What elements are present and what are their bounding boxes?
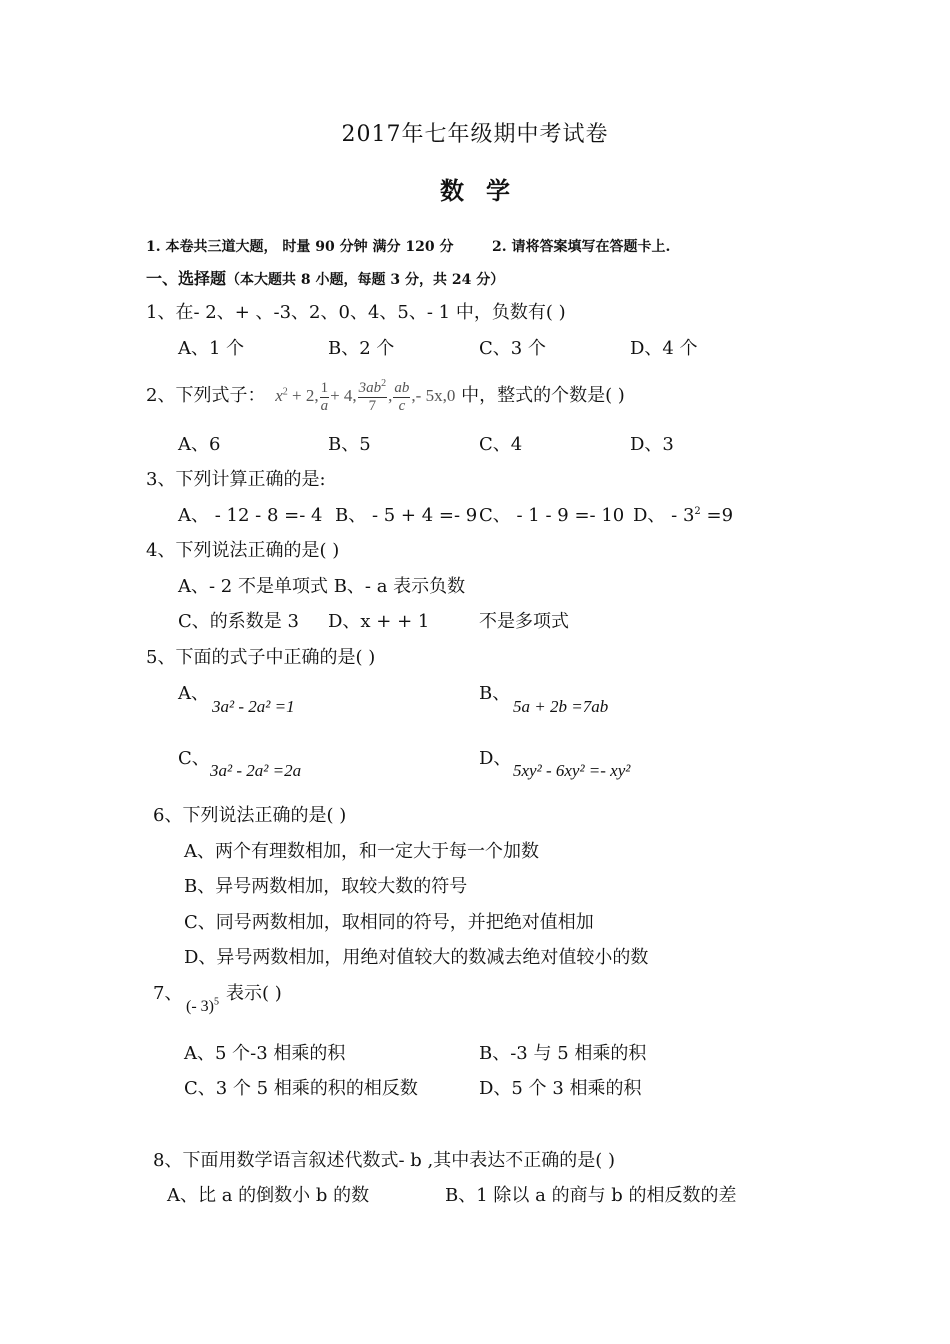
question-7-stem: 表示( ) — [226, 983, 282, 1004]
question-2-expression: $x^2 + 2$, $\frac{1}{a}$ + 4, $\frac{3ab^2}{7}$ , $\frac{ab}{c}$ ,- 5x,0 — [275, 377, 456, 414]
question-1-stem: 1、在- 2、+ 、-3、2、0、4、5、- 1 中，负数有( ) — [146, 302, 566, 323]
instruction-note-1: 1. 本卷共三道大题， 时量 90 分钟 满分 120 分 — [146, 239, 454, 255]
question-5-option-b-label: B、 — [479, 683, 511, 704]
question-7-option-b: B、-3 与 5 相乘的积 — [479, 1043, 647, 1064]
question-7-option-a: A、5 个-3 相乘的积 — [184, 1043, 346, 1064]
question-7-option-c: C、3 个 5 相乘的积的相反数 — [184, 1078, 418, 1099]
section-heading — [146, 268, 504, 291]
question-4-option-c: C、的系数是 3 — [178, 611, 299, 632]
question-4-option-d: D、x + + 1 — [328, 611, 430, 632]
section-title: 一、选择题 — [146, 269, 227, 288]
question-2-stem — [146, 376, 625, 416]
question-3-option-a: A、 - 12 - 8 =- 4 — [178, 505, 323, 526]
question-6-option-b: B、异号两数相加，取较大数的符号 — [184, 876, 468, 897]
question-5-option-a-label: A、 — [178, 683, 209, 704]
section-detail: （本大题共 8 小题，每题 3 分，共 24 分） — [226, 272, 505, 288]
question-8-stem: 8、下面用数学语言叙述代数式- b ,其中表达不正确的是( ) — [153, 1150, 615, 1171]
question-5-option-b-expr: 5a + 2b =7ab — [513, 697, 609, 716]
subject-title: 数学 — [440, 176, 532, 205]
question-8-option-b: B、1 除以 a 的商与 b 的相反数的差 — [445, 1185, 737, 1206]
question-5-option-c-expr: 3a² - 2a² =2a — [210, 761, 302, 780]
question-6-option-a: A、两个有理数相加，和一定大于每一个加数 — [184, 841, 539, 862]
question-3-option-d: D、 - $3^2 =9$ — [633, 505, 734, 526]
question-5-option-c-label: C、 — [178, 748, 210, 769]
question-4-options-ab: A、- 2 不是单项式 B、- a 表示负数 — [178, 576, 466, 597]
question-3-stem: 3、下列计算正确的是: — [146, 469, 326, 490]
question-2-option-d: D、3 — [630, 434, 674, 455]
question-5-option-a-expr: 3a² - 2a² =1 — [212, 697, 295, 716]
question-3-option-c: C、 - 1 - 9 =- 10 — [479, 505, 625, 526]
question-1-option-d: D、4 个 — [630, 338, 698, 359]
question-2-option-c: C、4 — [479, 434, 523, 455]
question-5-option-d-expr: 5xy² - 6xy² =- xy² — [513, 761, 631, 780]
question-8-option-a: A、比 a 的倒数小 b 的数 — [167, 1185, 370, 1206]
question-6-option-d: D、异号两数相加，用绝对值较大的数减去绝对值较小的数 — [184, 947, 649, 968]
question-6-option-c: C、同号两数相加，取相同的符号，并把绝对值相加 — [184, 912, 594, 933]
question-2-prefix: 2、下列式子： — [146, 385, 266, 406]
question-5-option-d-label: D、 — [479, 748, 512, 769]
question-7-option-d: D、5 个 3 相乘的积 — [479, 1078, 642, 1099]
instruction-note-2: 2. 请将答案填写在答题卡上. — [492, 239, 671, 255]
question-1-option-a: A、1 个 — [178, 338, 245, 359]
question-4-option-d-tail: 不是多项式 — [479, 611, 569, 632]
question-1-option-c: C、3 个 — [479, 338, 546, 359]
question-3-option-b: B、 - 5 + 4 =- 9 — [335, 505, 478, 526]
question-6-stem: 6、下列说法正确的是( ) — [153, 805, 347, 826]
question-7-label: 7、 — [153, 983, 183, 1004]
question-1-option-b: B、2 个 — [328, 338, 395, 359]
question-2-option-a: A、6 — [178, 434, 221, 455]
question-2-option-b: B、5 — [328, 434, 371, 455]
question-5-stem: 5、下面的式子中正确的是( ) — [146, 647, 376, 668]
exam-title: 2017年七年级期中考试卷 — [341, 122, 609, 147]
question-2-suffix: 中，整式的个数是( ) — [455, 385, 625, 406]
question-4-stem: 4、下列说法正确的是( ) — [146, 540, 340, 561]
question-7-expression: (- 3)$^5$ — [186, 996, 219, 1015]
